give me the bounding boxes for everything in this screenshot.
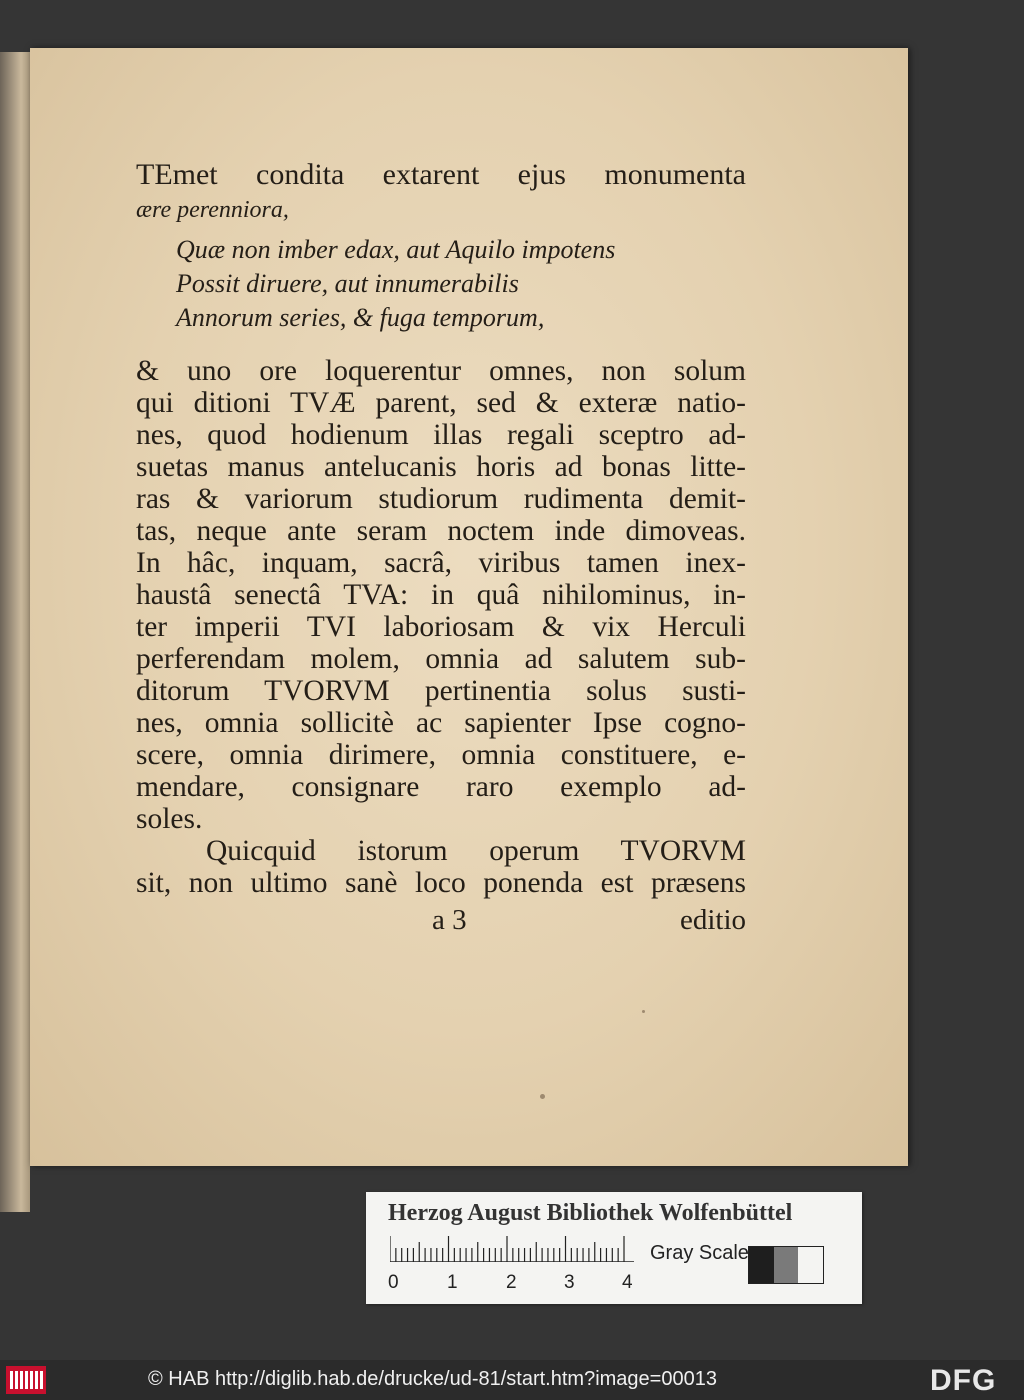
copyright-url[interactable]: © HAB http://diglib.hab.de/drucke/ud-81/start.htm?image=00013	[148, 1368, 717, 1390]
text-line: nes, quod hodienum illas regali sceptro ad-	[136, 419, 746, 451]
ink-spot	[540, 1094, 545, 1099]
ruler-icon	[390, 1236, 634, 1262]
ruler-number: 4	[622, 1272, 633, 1293]
text-line: suetas manus antelucanis horis ad bonas litte-	[136, 451, 746, 483]
text-line: scere, omnia dirimere, omnia constituere, e-	[136, 739, 746, 771]
book-page	[30, 48, 908, 1166]
library-name: Herzog August Bibliothek Wolfenbüttel	[388, 1200, 793, 1226]
text-line: ras & variorum studiorum rudimenta demit-	[136, 483, 746, 515]
text-line: soles.	[136, 803, 203, 835]
gray-scale-swatch	[748, 1246, 824, 1284]
text-line: In hâc, inquam, sacrâ, viribus tamen inex-	[136, 547, 746, 579]
verse-line: Quæ non imber edax, aut Aquilo impotens	[176, 235, 616, 264]
viewer-footer	[0, 1360, 1024, 1400]
text-line: mendare, consignare raro exemplo ad-	[136, 771, 746, 803]
headline: TEmet condita extarent ejus monumenta	[136, 158, 746, 191]
text-line: ditorum TVORVM pertinentia solus susti-	[136, 675, 746, 707]
verse-line: Annorum series, & fuga temporum,	[176, 303, 545, 332]
text-line: haustâ senectâ TVA: in quâ nihilominus, in-	[136, 579, 746, 611]
paragraph-2	[136, 835, 746, 899]
text-line: ter imperii TVI laboriosam & vix Herculi	[136, 611, 746, 643]
text-line: sit, non ultimo sanè loco ponenda est præsens	[136, 867, 746, 899]
ruler-number: 2	[506, 1272, 517, 1293]
subline: ære perenniora,	[136, 197, 289, 223]
gray-scale-label: Gray Scale	[650, 1242, 749, 1264]
verse-block	[136, 233, 746, 335]
ink-spot	[642, 1010, 645, 1013]
gray-swatch-dark	[749, 1247, 774, 1283]
text-line: qui ditioni TVÆ parent, sed & exteræ natio-	[136, 387, 746, 419]
verse-line: Possit diruere, aut innumerabilis	[176, 269, 519, 298]
text-line: Quicquid istorum operum TVORVM	[206, 835, 746, 867]
text-line: perferendam molem, omnia ad salutem sub-	[136, 643, 746, 675]
dfg-logo: DFG	[930, 1364, 997, 1397]
text-line: tas, neque ante seram noctem inde dimoveas.	[136, 515, 746, 547]
ruler-number: 0	[388, 1272, 399, 1293]
gray-swatch-mid	[774, 1247, 799, 1283]
signature-mark: a 3	[432, 904, 467, 936]
ruler-number: 1	[447, 1272, 458, 1293]
text-line: nes, omnia sollicitè ac sapienter Ipse cogno-	[136, 707, 746, 739]
previous-page-edge	[0, 52, 30, 1212]
library-color-card	[366, 1192, 862, 1304]
catchword: editio	[679, 904, 746, 936]
page-text	[136, 155, 746, 937]
hab-logo-icon	[6, 1366, 46, 1394]
text-line: & uno ore loquerentur omnes, non solum	[136, 355, 746, 387]
gray-swatch-light	[798, 1247, 823, 1283]
ruler-number: 3	[564, 1272, 575, 1293]
paragraph-1	[136, 355, 746, 835]
page-footer-line	[136, 903, 746, 937]
